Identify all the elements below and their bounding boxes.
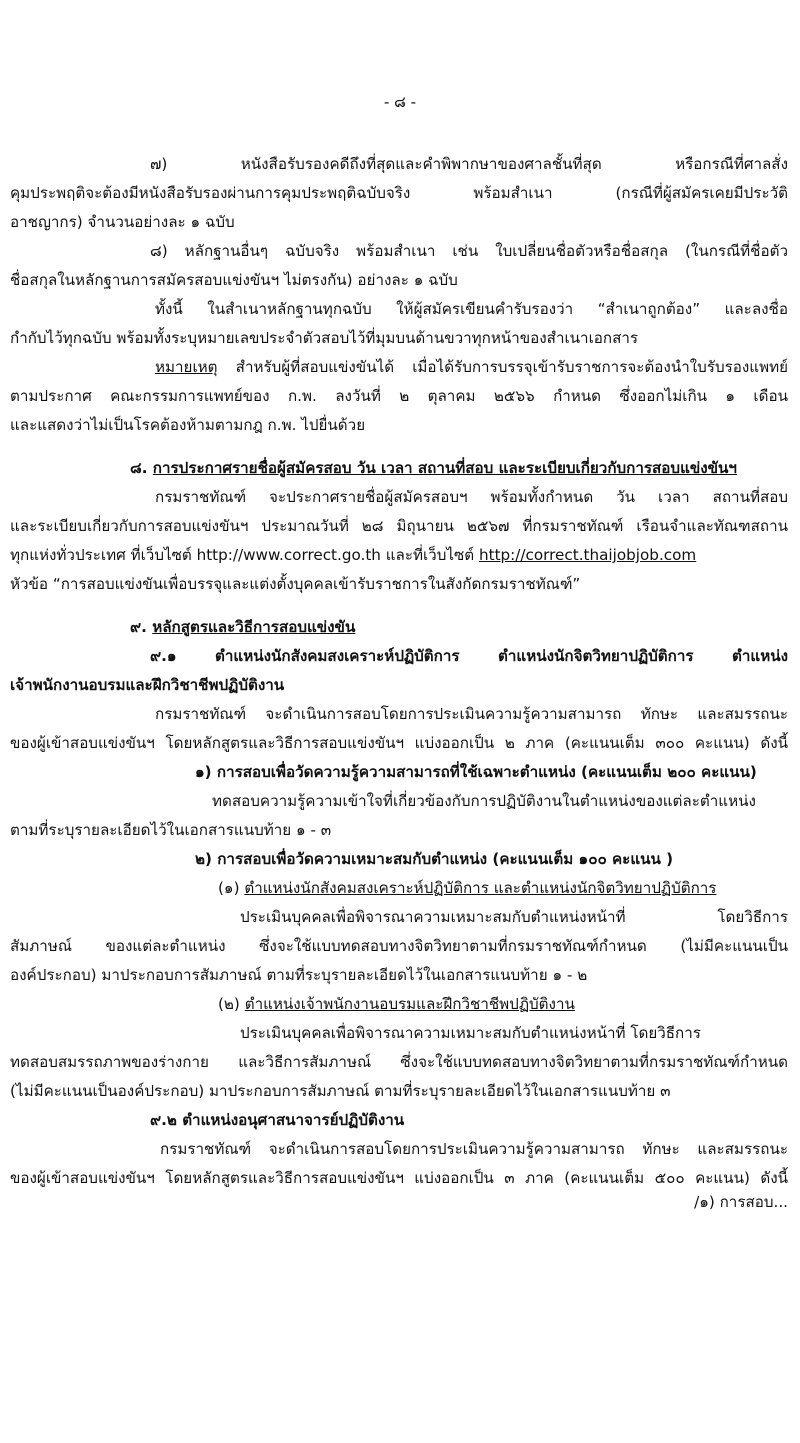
sub-1-title-text: ตำแหน่งนักสังคมสงเคราะห์ปฏิบัติการ และตำแหน่งนักจิตวิทยาปฏิบัติการ: [244, 879, 717, 897]
section-9-2-para-line-2: ของผู้เข้าสอบแข่งขันฯ โดยหลักสูตรและวิธีการสอบแข่งขันฯ แบ่งออกเป็น ๓ ภาค (คะแนนเต็ม ๕๐๐ คะแนน) ดังนี้: [10, 1169, 788, 1187]
section-8-line-3-text: ทุกแห่งทั่วประเทศ ที่เว็บไซต์ http://www.correct.go.th และที่เว็บไซต์: [10, 546, 479, 564]
sub-2-line-1: ประเมินบุคคลเพื่อพิจารณาความเหมาะสมกับตำแหน่งหน้าที่ โดยวิธีการ: [240, 1024, 701, 1042]
section-9-2-para-line-1: กรมราชทัณฑ์ จะดำเนินการสอบโดยการประเมินความรู้ความสามารถ ทักษะ และสมรรถนะ: [160, 1140, 788, 1158]
note-text: สำหรับผู้ที่สอบแข่งขันได้ เมื่อได้รับการบรรจุเข้ารับราชการจะต้องนำใบรับรองแพทย์: [217, 358, 788, 376]
section-8-line-3: [0, 541, 800, 570]
item-8-line-2: ชื่อสกุลในหลักฐานการสมัครสอบแข่งขันฯ ไม่ตรงกัน) อย่างละ ๑ ฉบับ: [10, 271, 458, 289]
sub-1-line-1: ประเมินบุคคลเพื่อพิจารณาความเหมาะสมกับตำแหน่งหน้าที่ โดยวิธีการ: [240, 908, 788, 926]
sub-2-line-3: (ไม่มีคะแนนเป็นองค์ประกอบ) มาประกอบการสัมภาษณ์ ตามที่ระบุรายละเอียดไว้ในเอกสารแนบท้าย ๓: [10, 1082, 671, 1100]
certify-line-1: ทั้งนี้ ในสำเนาหลักฐานทุกฉบับ ให้ผู้สมัครเขียนคำรับรองว่า “สำเนาถูกต้อง” และลงชื่อ: [155, 300, 788, 318]
sub-2-line-2: ทดสอบสมรรถภาพของร่างกาย และวิธีการสัมภาษณ์ ซึ่งจะใช้แบบทดสอบทางจิตวิทยาตามที่กรมราชทัณฑ์กำหนด: [10, 1053, 788, 1071]
sub-1-title: [0, 874, 800, 903]
section-8-title: การประกาศรายชื่อผู้สมัครสอบ วัน เวลา สถานที่สอบ และระเบียบเกี่ยวกับการสอบแข่งขันฯ: [152, 459, 737, 477]
section-9-number: ๙.: [130, 618, 147, 636]
sub-2-number: (๒): [218, 995, 245, 1013]
part-1-line-1: ทดสอบความรู้ความเข้าใจที่เกี่ยวข้องกับการปฏิบัติงานในตำแหน่งของแต่ละตำแหน่ง: [212, 792, 756, 810]
section-9-1-para-line-2: ของผู้เข้าสอบแข่งขันฯ โดยหลักสูตรและวิธีการสอบแข่งขันฯ แบ่งออกเป็น ๒ ภาค (คะแนนเต็ม ๓๐๐ คะแนน) ดังนี้: [10, 734, 788, 752]
item-7-line-1: ๗) หนังสือรับรองคดีถึงที่สุดและคำพิพากษาของศาลชั้นที่สุด หรือกรณีที่ศาลสั่ง: [150, 155, 788, 173]
note-label: หมายเหตุ: [155, 358, 218, 376]
section-9-heading: [0, 613, 800, 642]
sub-1-number: (๑): [218, 879, 245, 897]
section-9-title: หลักสูตรและวิธีการสอบแข่งขัน: [152, 618, 356, 636]
note-line-3: และแสดงว่าไม่เป็นโรคต้องห้ามตามกฎ ก.พ. ไปยื่นด้วย: [10, 416, 366, 434]
item-8-line-1: ๘) หลักฐานอื่นๆ ฉบับจริง พร้อมสำเนา เช่น ใบเปลี่ยนชื่อตัวหรือชื่อสกุล (ในกรณีที่ชื่อตัว: [150, 242, 788, 260]
sub-2-title: [0, 990, 800, 1019]
certify-line-2: กำกับไว้ทุกฉบับ พร้อมทั้งระบุหมายเลขประจำตัวสอบไว้ที่มุมบนด้านขวาทุกหน้าของสำเนาเอกสาร: [10, 329, 639, 347]
section-8-heading: [0, 454, 800, 483]
section-9-1-para-line-1: กรมราชทัณฑ์ จะดำเนินการสอบโดยการประเมินความรู้ความสามารถ ทักษะ และสมรรถนะ: [155, 705, 788, 723]
part-2-title: ๒) การสอบเพื่อวัดความเหมาะสมกับตำแหน่ง (คะแนนเต็ม ๑๐๐ คะแนน ): [195, 850, 674, 868]
sub-1-line-2: สัมภาษณ์ ของแต่ละตำแหน่ง ซึ่งจะใช้แบบทดสอบทางจิตวิทยาตามที่กรมราชทัณฑ์กำหนด (ไม่มีคะแนนเป็น: [10, 937, 788, 955]
sub-2-title-text: ตำแหน่งเจ้าพนักงานอบรมและฝึกวิชาชีพปฏิบัติงาน: [244, 995, 575, 1013]
note-line-2: ตามประกาศ คณะกรรมการแพทย์ของ ก.พ. ลงวันที่ ๒ ตุลาคม ๒๕๖๖ กำหนด ซึ่งออกไม่เกิน ๑ เดือน: [10, 387, 788, 405]
section-8-number: ๘.: [130, 459, 148, 477]
continuation-marker: /๑) การสอบ...: [694, 1193, 788, 1211]
document-body: [0, 150, 800, 1193]
thaijobjob-link[interactable]: http://correct.thaijobjob.com: [479, 546, 697, 564]
sub-1-line-3: องค์ประกอบ) มาประกอบการสัมภาษณ์ ตามที่ระบุรายละเอียดไว้ในเอกสารแนบท้าย ๑ - ๒: [10, 966, 588, 984]
section-8-line-4: หัวข้อ “การสอบแข่งขันเพื่อบรรจุและแต่งตั้งบุคคลเข้ารับราชการในสังกัดกรมราชทัณฑ์”: [10, 575, 581, 593]
item-7-line-2: คุมประพฤติจะต้องมีหนังสือรับรองผ่านการคุมประพฤติฉบับจริง พร้อมสำเนา (กรณีที่ผู้สมัครเคยมีประวัติ: [10, 184, 788, 202]
section-9-1-title-line-1: ๙.๑ ตำแหน่งนักสังคมสงเคราะห์ปฏิบัติการ ตำแหน่งนักจิตวิทยาปฏิบัติการ ตำแหน่ง: [150, 647, 788, 665]
section-9-2-title: ๙.๒ ตำแหน่งอนุศาสนาจารย์ปฏิบัติงาน: [150, 1111, 405, 1129]
section-8-line-1: กรมราชทัณฑ์ จะประกาศรายชื่อผู้สมัครสอบฯ พร้อมทั้งกำหนด วัน เวลา สถานที่สอบ: [155, 488, 788, 506]
section-9-1-title-line-2: เจ้าพนักงานอบรมและฝึกวิชาชีพปฏิบัติงาน: [10, 676, 285, 694]
part-1-title: ๑) การสอบเพื่อวัดความรู้ความสามารถที่ใช้เฉพาะตำแหน่ง (คะแนนเต็ม ๒๐๐ คะแนน): [195, 763, 757, 781]
section-8-line-2: และระเบียบเกี่ยวกับการสอบแข่งขันฯ ประมาณวันที่ ๒๘ มิถุนายน ๒๕๖๗ ที่กรมราชทัณฑ์ เรือนจำและทัณฑสถาน: [10, 517, 788, 535]
page-number: - ๘ -: [383, 93, 417, 111]
part-1-line-2: ตามที่ระบุรายละเอียดไว้ในเอกสารแนบท้าย ๑ - ๓: [10, 821, 332, 839]
item-7-line-3: อาชญากร) จำนวนอย่างละ ๑ ฉบับ: [10, 213, 235, 231]
note-line-1: [0, 353, 800, 382]
